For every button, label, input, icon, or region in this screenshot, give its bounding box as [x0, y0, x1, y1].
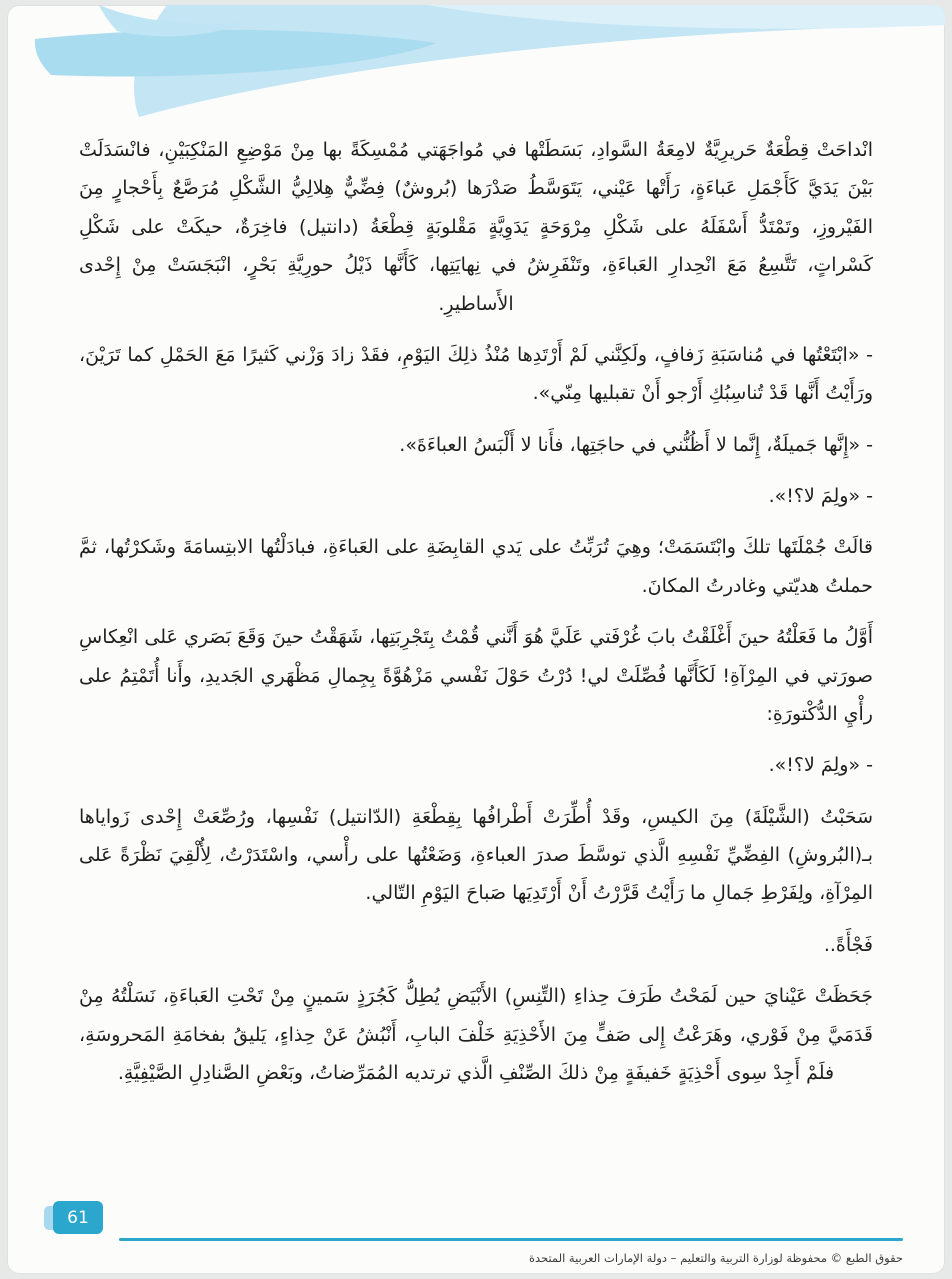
wave-shape-left-band [35, 30, 437, 77]
header-wave-decoration [7, 5, 945, 137]
page-number-badge [53, 1201, 103, 1234]
page-sheet [7, 5, 945, 1274]
paragraph-1: انْداحَتْ قِطْعَةٌ حَريرِيَّةٌ لامِعَةُ السَّوادِ، بَسَطَتْها في مُواجَهَتي مُمْسِكَةً بها مِنْ مَوْضِعِ المَنْكِبَيْنِ، فانْسَدَلَتْ بَيْنَ يَدَيَّ كَأَجْمَلِ عَباءَةٍ، رَأَتْها عَيْني، يَتَوَسَّطُ صَدْرَها (بُروشٌ) فِضِّيٌّ هِلالِيُّ الشَّكْلِ مُرَصَّعٌ بِأَحْجارٍ مِنَ الفَيْروزِ، وتَمْتَدُّ أَسْفَلَهُ على شَكْلِ مِرْوَحَةٍ يَدَوِيَّةٍ مَقْلوبَةٍ قِطْعَةُ (دانتيل) فاخِرَةٌ، حيكَتْ على شَكْلِ كَسْراتٍ، تَتَّسِعُ مَعَ انْحِدارِ العَباءَةِ، وتَنْفَرِشُ في نِهايَتِها، كَأَنَّها ذَيْلُ حورِيَّةِ بَحْرٍ، انْبَجَسَتْ مِنْ إِحْدى الأَساطيرِ. [79, 139, 873, 315]
paragraph-8: سَحَبْتُ (الشَّيْلَةَ) مِنَ الكيسِ، وقَدْ أُطِّرَتْ أَطْرافُها بِقِطْعَةِ (الدّانتيل) نَفْسِها، ورُصِّعَتْ إِحْدى زَواياها بـ(البُروشِ) الفِضِّيِّ نَفْسِهِ الَّذي توسَّطَ صدرَ العباءةِ، وَضَعْتُها على رأْسي، واسْتَدَرْتُ، لِأُلْقِيَ نَظْرَةً عَلى المِرْآةِ، ولِفَرْطِ جَمالِ ما رَأَيْتُ قَرَّرْتُ أَنْ أَرْتَدِيَها صَباحَ اليَوْمِ التّالي. [79, 805, 873, 905]
paragraph-9: فَجْأَةً.. [823, 933, 873, 956]
paragraph-4: - «ولِمَ لا؟!». [768, 485, 873, 507]
footer-copyright: حقوق الطبع © محفوظة لوزارة التربية والتعليم – دولة الإمارات العربية المتحدة [528, 1251, 903, 1265]
text-body [79, 131, 873, 1105]
paragraph-10: جَحَظَتْ عَيْنايَ حين لَمَحْتُ طَرَفَ حِذاءِ (التِّنِسِ) الأَبْيَضِ يُطِلُّ كَجُرَذٍ سَمينٍ مِنْ تَحْتِ العَباءَةِ، نَسَلْتُهُ مِنْ قَدَمَيَّ مِنْ فَوْري، وهَرَعْتُ إِلى صَفٍّ مِنَ الأَحْذِيَةِ خَلْفَ البابِ، أَنْبُشُ عَنْ حِذاءٍ، يَليقُ بفخامَةِ المَحروسَةِ، فلَمْ أَجِدْ سِوى أَحْذِيَةٍ خَفيفَةٍ مِنْ ذلكَ الصِّنْفِ الَّذي ترتديه المُمَرِّضاتُ، وبَعْضِ الصَّنادِلِ الصَّيْفِيَّةِ. [79, 985, 873, 1084]
paragraph-7: - «ولِمَ لا؟!». [768, 754, 873, 777]
paragraph-2: - «ابْتَعْتُها في مُناسَبَةِ زَفافٍ، ولَكِنَّني لَمْ أَرْتَدِها مُنْذُ ذلِكَ اليَوْمِ، فقَدْ زادَ وَزْني كَثيرًا مَعَ الحَمْلِ كما تَرَيْنَ، ورَأَيْتُ أَنَّها قَدْ تُناسِبُكِ أَرْجو أَنْ تقبليها مِنّي». [79, 343, 873, 405]
footer-divider [119, 1238, 903, 1241]
paragraph-5: قالَتْ جُمْلَتَها تلكَ وابْتَسَمَتْ؛ وهِيَ تُرَبِّتُ على يَدي القابِضَةِ على العَباءَةِ، فبادَلْتُها الابتِسامَةَ وشَكرْتُها، ثمَّ حملتُ هديّتي وغادرتُ المكانَ. [79, 536, 873, 597]
paragraph-3: - «إِنَّها جَميلَةٌ، إِنَّما لا أَظُنُّني في حاجَتِها، فأَنا لا أَلْبَسُ العباءَةَ». [399, 433, 873, 456]
paragraph-6: أَوَّلُ ما فَعَلْتُهُ حينَ أَغْلَقْتُ بابَ غُرْفَتي عَلَيَّ هُوَ أَنَّني قُمْتُ بِتَجْرِبَتِها، شَهَقْتُ حينَ وَقَعَ بَصَري عَلى انْعِكاسِ صورَتي في المِرْآةِ! لَكَأَنَّها فُصِّلَتْ لي! دُرْتُ حَوْلَ نَفْسي مَزْهُوَّةً بِجِمالِ مَظْهَري الجَديدِ، وأَنا أُتَمْتِمُ على رأْيِ الدُّكْتورَةِ: [79, 626, 873, 725]
page-number: 61 [53, 1201, 103, 1234]
